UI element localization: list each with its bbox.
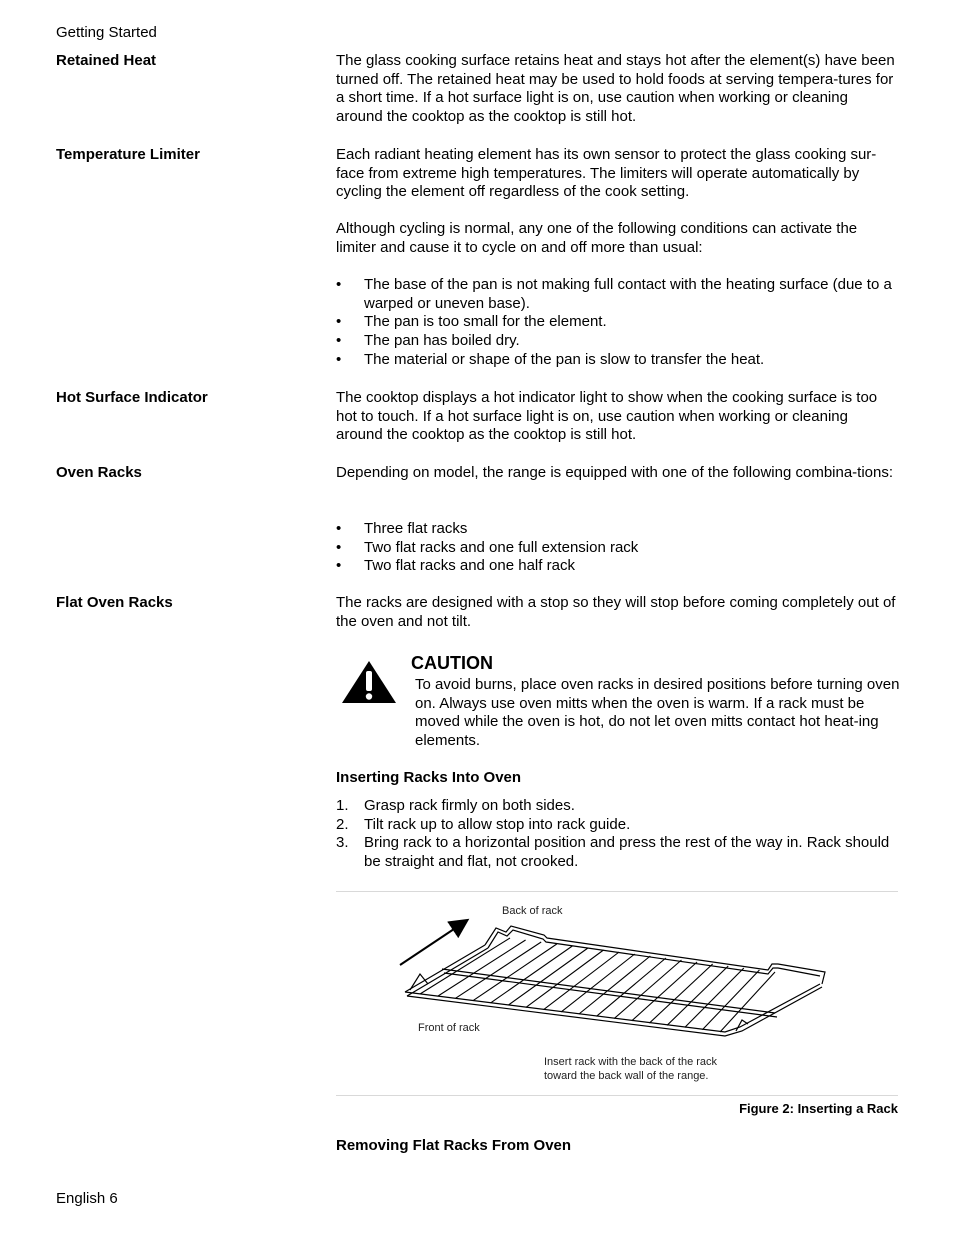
figure-note [544, 1055, 717, 1083]
temperature-limiter-body-2 [336, 220, 898, 257]
hot-surface-heading: Hot Surface Indicator [56, 389, 208, 406]
temperature-limiter-text: Each radiant heating element has its own sensor to protect the glass cooking sur-face from extreme high temperatures. The limiters will operate automatically by cycling the element off regardless of the cook setting. [336, 146, 877, 201]
list-item: • Two flat racks and one half rack [336, 557, 575, 575]
retained-heat-text: The glass cooking surface retains heat and stays hot after the element(s) have been turned off. The retained heat may be used to hold foods at serving tempera-tures for a short time. If a hot surface light is on, use caution when working or cleaning around the cooktop as the cooktop is still hot. [336, 52, 895, 126]
running-header: Getting Started [56, 24, 157, 41]
temperature-limiter-heading: Temperature Limiter [56, 146, 200, 163]
page-footer: English 6 [56, 1190, 118, 1207]
inserting-heading: Inserting Racks Into Oven [336, 769, 522, 786]
temperature-limiter-text-2: Although cycling is normal, any one of the following conditions can activate the limiter and cause it to cycle on and off more than usual: [336, 220, 858, 256]
rack-wire [667, 966, 728, 1025]
rack-wire [420, 938, 510, 994]
list-item: • Two flat racks and one full extension rack [336, 538, 639, 556]
figure-note-line-1: Insert rack with the back of the rack [544, 1056, 718, 1068]
removing-heading: Removing Flat Racks From Oven [336, 1137, 572, 1154]
front-of-rack-label: Front of rack [418, 1022, 480, 1034]
list-item: • The base of the pan is not making full contact with the heating surface (due to a warped or uneven base). [336, 276, 892, 312]
caution-title: CAUTION [411, 653, 493, 673]
rack-wire [579, 956, 650, 1014]
oven-racks-body [336, 464, 898, 483]
oven-racks-list [336, 520, 898, 576]
figure-caption: Figure 2: Inserting a Rack [739, 1101, 898, 1116]
rack-wire [561, 954, 635, 1012]
hot-surface-body [336, 389, 898, 445]
rack-wire [455, 942, 541, 998]
caution-text: To avoid burns, place oven racks in desired positions before turning oven on. Always use oven mitts when the oven is warm. If a rack must be moved while the oven is hot, do not let oven mitts contact hot heat-ing elements. [415, 676, 900, 750]
figure-bottom-rule [336, 1095, 898, 1096]
list-item: • The pan has boiled dry. [336, 332, 520, 350]
flat-oven-racks-body [336, 594, 898, 631]
figure-top-rule [336, 891, 898, 892]
rack-illustration [380, 900, 850, 1050]
temperature-limiter-list [336, 276, 898, 370]
list-item: • The material or shape of the pan is slow to transfer the heat. [336, 350, 765, 368]
list-item: • The pan is too small for the element. [336, 313, 607, 331]
temperature-limiter-body [336, 146, 898, 202]
rack-frame [405, 926, 825, 1036]
retained-heat-heading: Retained Heat [56, 52, 157, 69]
list-item: 3. Bring rack to a horizontal position and press the rest of the way in. Rack should be straight and flat, not crooked. [336, 834, 890, 871]
rack-wire [544, 952, 620, 1010]
flat-oven-racks-heading: Flat Oven Racks [56, 594, 173, 611]
list-item: 1. Grasp rack firmly on both sides. [336, 797, 575, 814]
oven-racks-text: Depending on model, the range is equipped with one of the following combina-tions: [336, 464, 894, 481]
rack-wire [473, 944, 557, 1001]
rack-wire [685, 968, 744, 1028]
figure-note-line-2: toward the back wall of the range. [544, 1070, 709, 1082]
rack-wire [649, 964, 712, 1023]
rack-wire [526, 950, 604, 1007]
rack-wire [632, 962, 697, 1021]
list-item: • Three flat racks [336, 520, 468, 537]
rack-wire [614, 960, 681, 1019]
inserting-steps [336, 797, 898, 872]
insert-direction-arrow [400, 921, 466, 965]
rack-wire [508, 948, 588, 1005]
back-of-rack-label: Back of rack [502, 905, 563, 917]
hot-surface-text: The cooktop displays a hot indicator light to show when the cooking surface is too hot to touch. If a hot surface light is on, use caution when working or cleaning around the cooktop as the cooktop is still hot. [336, 389, 878, 444]
oven-racks-heading: Oven Racks [56, 464, 142, 481]
warning-triangle-icon [340, 659, 398, 705]
rack-wire [596, 958, 665, 1016]
flat-oven-racks-text: The racks are designed with a stop so they will stop before coming completely out of the oven and not tilt. [336, 594, 896, 630]
retained-heat-body [336, 52, 898, 127]
list-item: 2. Tilt rack up to allow stop into rack guide. [336, 815, 631, 833]
